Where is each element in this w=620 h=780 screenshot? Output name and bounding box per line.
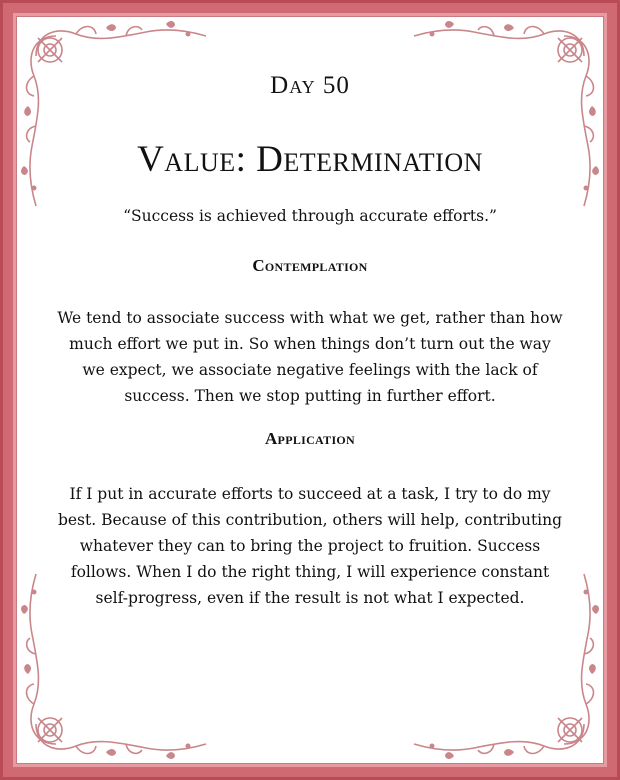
contemplation-heading: Contemplation — [252, 256, 368, 275]
paragraph-line: much effort we put in. So when things don’t turn out the way — [69, 335, 551, 353]
paragraph-line: follows. When I do the right thing, I will experience constant — [70, 563, 550, 581]
paragraph-line: success. Then we stop putting in further effort. — [124, 387, 496, 405]
paragraph-line: If I put in accurate efforts to succeed at a task, I try to do my — [69, 485, 551, 503]
corner-ornament-top-left — [16, 16, 216, 216]
paragraph-line: whatever they can to bring the project to fruition. Success — [79, 537, 541, 555]
value-title: Value: Determination — [137, 139, 483, 180]
application-paragraph — [40, 481, 580, 611]
corner-ornament-top-right — [404, 16, 604, 216]
day-title: Day 50 — [270, 72, 350, 99]
paragraph-line: self-progress, even if the result is not what I expected. — [95, 589, 525, 607]
paragraph-line: best. Because of this contribution, others will help, contributing — [57, 511, 563, 529]
application-heading: Application — [264, 429, 356, 448]
contemplation-paragraph — [40, 305, 580, 409]
paragraph-line: We tend to associate success with what we get, rather than how — [57, 309, 563, 327]
quote: “Success is achieved through accurate efforts.” — [123, 207, 497, 225]
paragraph-line: we expect, we associate negative feelings with the lack of — [82, 361, 538, 379]
